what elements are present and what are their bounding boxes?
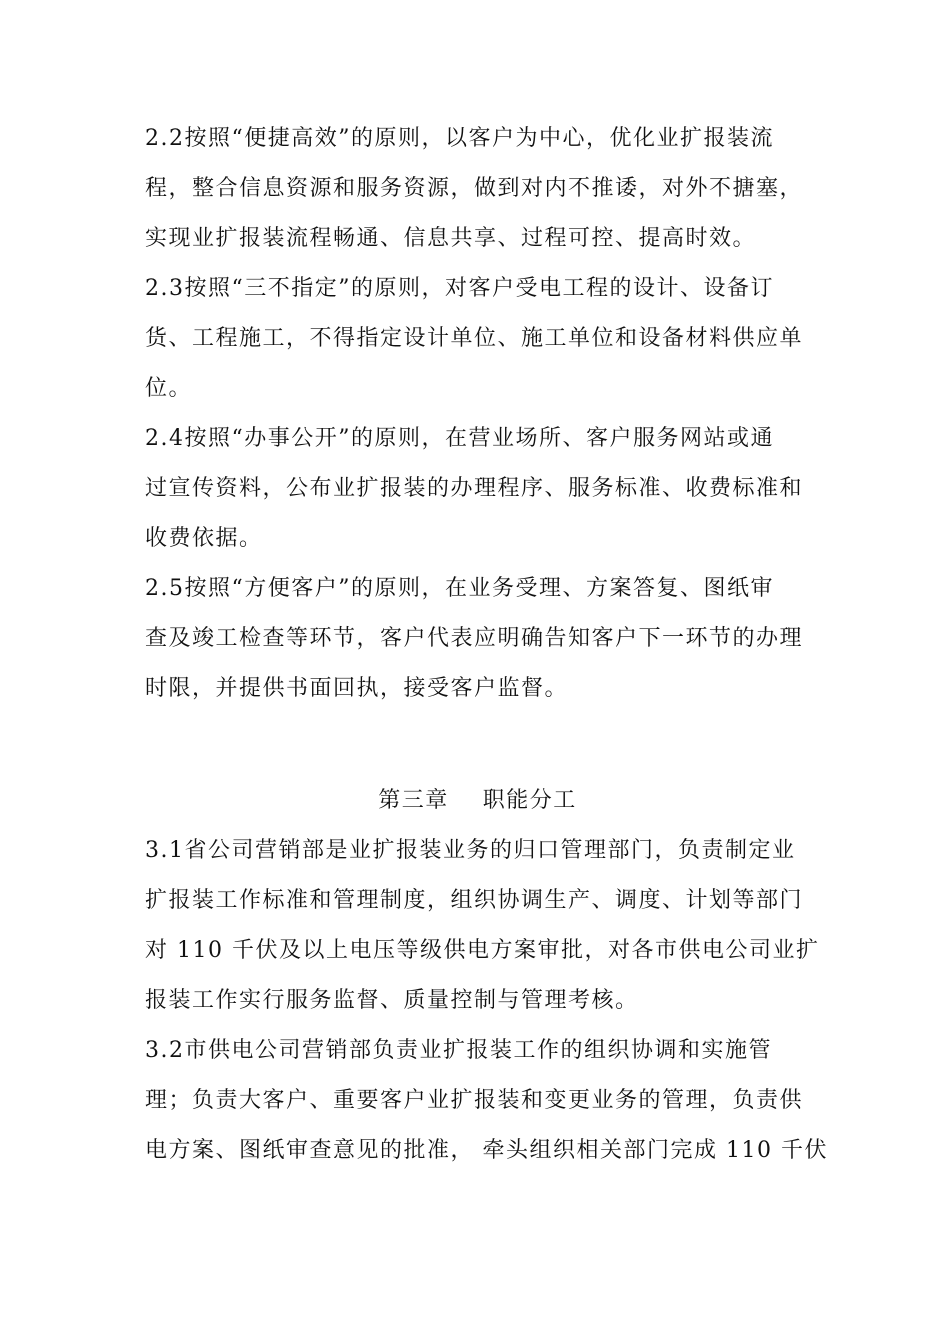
text-line: 理；负责大客户、重要客户业扩报装和变更业务的管理，负责供 (145, 1088, 804, 1113)
paragraph-2-4 (145, 414, 810, 564)
text-line: 对 110 千伏及以上电压等级供电方案审批，对各市供电公司业扩 (145, 938, 820, 963)
text-line: 2.4按照“办事公开”的原则，在营业场所、客户服务网站或通 (145, 426, 774, 451)
paragraph-2-3 (145, 264, 810, 414)
text-line: 位。 (145, 376, 193, 401)
text-line: 2.5按照“方便客户”的原则，在业务受理、方案答复、图纸审 (145, 576, 774, 601)
paragraph-3-1 (145, 826, 820, 1026)
text-line: 电方案、图纸审查意见的批准， 牵头组织相关部门完成 110 千伏 (145, 1138, 828, 1163)
chapter-title: 第三章 职能分工 (378, 788, 577, 813)
text-line: 2.2按照“便捷高效”的原则，以客户为中心，优化业扩报装流 (145, 126, 774, 151)
text-line: 3.2市供电公司营销部负责业扩报装工作的组织协调和实施管 (145, 1038, 772, 1063)
text-line: 2.3按照“三不指定”的原则，对客户受电工程的设计、设备订 (145, 276, 774, 301)
text-line: 过宣传资料，公布业扩报装的办理程序、服务标准、收费标准和 (145, 476, 804, 501)
text-line: 3.1省公司营销部是业扩报装业务的归口管理部门，负责制定业 (145, 838, 796, 863)
text-line: 扩报装工作标准和管理制度，组织协调生产、调度、计划等部门 (145, 888, 804, 913)
text-line: 程，整合信息资源和服务资源，做到对内不推诿，对外不搪塞， (145, 176, 804, 201)
text-line: 时限，并提供书面回执，接受客户监督。 (145, 676, 569, 701)
document-page (145, 114, 828, 1176)
paragraph-2-5 (145, 564, 810, 714)
text-line: 收费依据。 (145, 526, 263, 551)
paragraph-3-2 (145, 1026, 828, 1176)
text-line: 实现业扩报装流程畅通、信息共享、过程可控、提高时效。 (145, 226, 757, 251)
text-line: 查及竣工检查等环节，客户代表应明确告知客户下一环节的办理 (145, 626, 804, 651)
text-line: 货、工程施工，不得指定设计单位、施工单位和设备材料供应单 (145, 326, 804, 351)
paragraph-2-2 (145, 114, 810, 264)
text-line: 报装工作实行服务监督、质量控制与管理考核。 (145, 988, 639, 1013)
